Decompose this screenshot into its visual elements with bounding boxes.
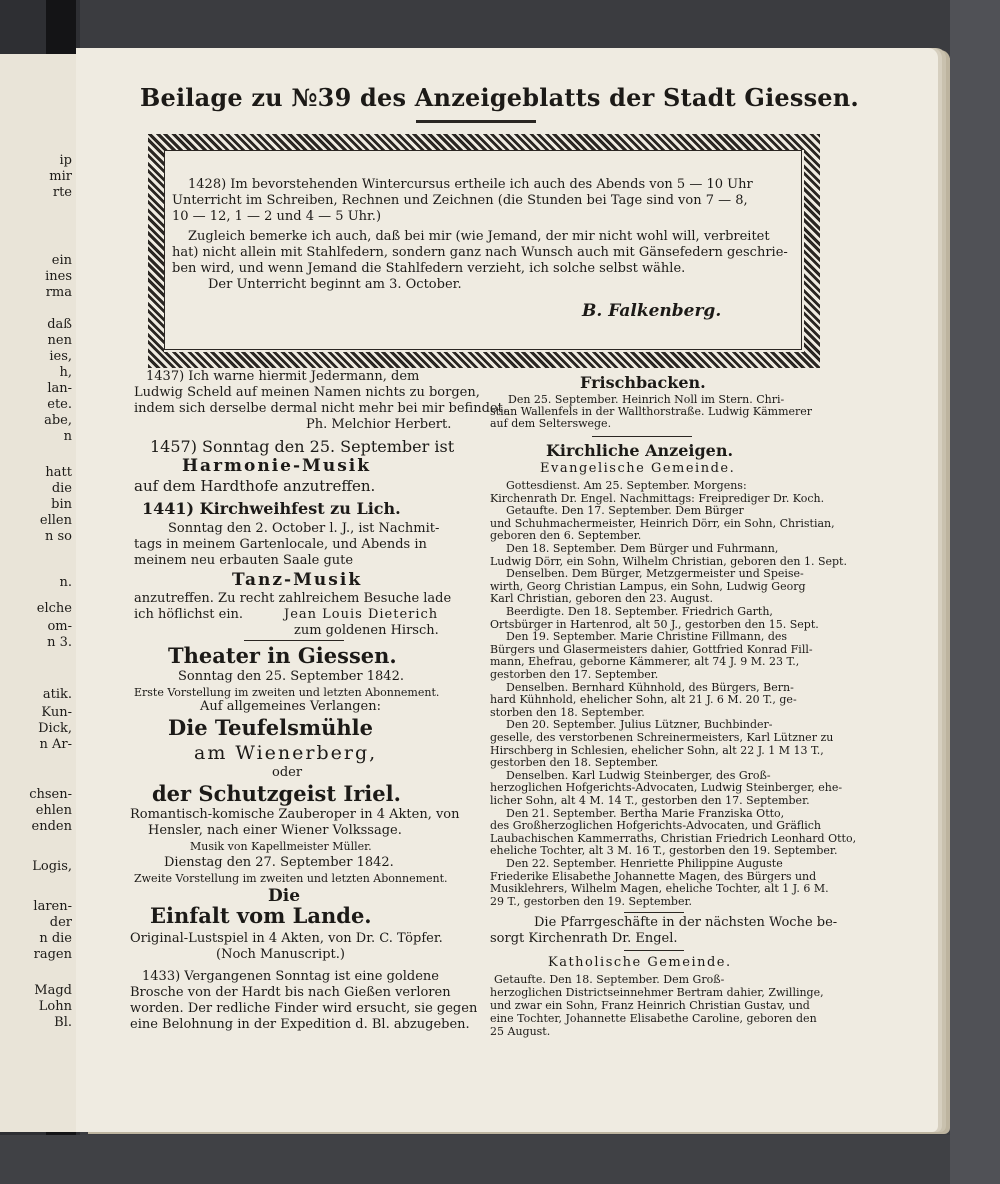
notice-1441-line: meinem neu erbauten Saale gute: [134, 553, 354, 568]
evangelische-gemeinde-line: licher Sohn, alt 4 M. 14 T., gestorben den 17. September.: [490, 794, 810, 807]
notice-1433-line: worden. Der redliche Finder wird ersucht, sie gegen: [130, 1001, 478, 1016]
tanz-musik-heading: Tanz-Musik: [232, 570, 363, 590]
left-page-fragment: n die: [39, 931, 72, 946]
left-page-fragment: om-: [47, 619, 72, 634]
pfarrgeschaefte-line: Die Pfarrgeschäfte in der nächsten Woche be-: [534, 915, 838, 930]
notice-1428-line: Der Unterricht beginnt am 3. October.: [208, 277, 462, 292]
theater-heading: Theater in Giessen.: [168, 643, 397, 668]
notice-1433-line: eine Belohnung in der Expedition d. Bl. abzugeben.: [130, 1017, 470, 1032]
evangelische-gemeinde-line: Denselben. Dem Bürger, Metzgermeister und Speise-: [506, 567, 804, 581]
play-description: Original-Lustspiel in 4 Akten, von Dr. C. Töpfer.: [130, 931, 443, 946]
play-description: Musik von Kapellmeister Müller.: [190, 840, 372, 853]
play-description: (Noch Manuscript.): [216, 947, 345, 962]
left-page-fragment: daß: [47, 317, 72, 332]
play-title-schutzgeist: der Schutzgeist Iriel.: [152, 781, 401, 806]
evangelische-gemeinde-line: Getaufte. Den 17. September. Dem Bürger: [506, 504, 744, 518]
pfarrgeschaefte-line: sorgt Kirchenrath Dr. Engel.: [490, 931, 678, 946]
evangelische-gemeinde-line: storben den 18. September.: [490, 705, 645, 719]
left-page-fragment: n Ar-: [39, 737, 72, 752]
evangelische-gemeinde-line: Karl Christian, geboren den 23. August.: [490, 592, 713, 606]
evangelische-gemeinde-line: Den 22. September. Henriette Philippine Auguste: [506, 857, 783, 870]
theater-info: Erste Vorstellung im zweiten und letzten Abonnement.: [134, 686, 440, 699]
notice-1428-line: ben wird, und wenn Jemand die Stahlfedern verzieht, ich solche selbst wähle.: [172, 261, 686, 276]
left-page-fragment: Logis,: [32, 859, 72, 874]
left-page-fragment: rma: [45, 285, 72, 300]
divider: [624, 950, 684, 951]
left-page-fragment: laren-: [33, 899, 72, 914]
left-page-fragment: abe,: [44, 413, 72, 428]
left-page-fragment: ragen: [33, 947, 72, 962]
notice-1441-line: ich höflichst ein.: [134, 607, 244, 622]
left-page-fragment: ehlen: [35, 803, 72, 818]
notice-1437-line: indem sich derselbe dermal nicht mehr bei mir befindet.: [134, 401, 507, 416]
left-page-fragment: chsen-: [29, 787, 72, 802]
left-page-fragment: rte: [52, 185, 72, 200]
evangelische-gemeinde-line: Friederike Elisabethe Johannette Magen, des Bürgers und: [490, 869, 817, 883]
evangelische-gemeinde-line: Ortsbürger in Hartenrod, alt 50 J., gestorben den 15. Sept.: [490, 617, 819, 631]
evangelische-gemeinde-line: eheliche Tochter, alt 3 M. 16 T., gestorben den 19. September.: [490, 844, 838, 858]
left-page-fragment: ip: [59, 153, 72, 168]
left-page-fragment: Kun-: [41, 705, 72, 720]
evangelische-gemeinde-line: herzoglichen Hofgerichts-Advocaten, Ludwig Steinberger, ehe-: [490, 781, 843, 795]
evangelische-gemeinde-line: Den 19. September. Marie Christine Fillmann, des: [506, 630, 788, 644]
evangelische-gemeinde-line: Gottesdienst. Am 25. September. Morgens:: [506, 479, 747, 492]
background-right: [950, 0, 1000, 1184]
notice-1441-line: Sonntag den 2. October l. J., ist Nachmit-: [168, 521, 440, 536]
frischbacken-line: stian Wallenfels in der Wallthorstraße. Ludwig Kämmerer: [490, 405, 813, 418]
katholische-gemeinde-heading: Katholische Gemeinde.: [548, 955, 732, 970]
katholische-gemeinde-line: herzoglichen Districtseinnehmer Bertram dahier, Zwillinge,: [490, 986, 824, 999]
katholische-gemeinde-line: und zwar ein Sohn, Franz Heinrich Christian Gustav, und: [490, 999, 810, 1012]
notice-1437-signature: Ph. Melchior Herbert.: [306, 417, 452, 432]
left-page-fragment: ies,: [49, 349, 72, 364]
notice-1441-signature: Jean Louis Dieterich: [284, 607, 439, 622]
harmonie-musik-heading: Harmonie-Musik: [182, 456, 372, 476]
notice-1457-line: auf dem Hardthofe anzutreffen.: [134, 477, 376, 495]
notice-1433-line: Brosche von der Hardt bis nach Gießen verloren: [130, 985, 451, 1000]
left-page-fragment: nen: [47, 333, 72, 348]
left-page-fragment: ines: [45, 269, 72, 284]
left-page-fragment: der: [49, 915, 72, 930]
left-page-fragment: elche: [36, 601, 72, 616]
evangelische-gemeinde-line: Den 20. September. Julius Lützner, Buchbinder-: [506, 718, 773, 732]
evangelische-gemeinde-line: Denselben. Karl Ludwig Steinberger, des Groß-: [506, 768, 771, 782]
theater-date: Sonntag den 25. September 1842.: [178, 669, 404, 684]
evangelische-gemeinde-line: Denselben. Bernhard Kühnhold, des Bürgers, Bern-: [506, 680, 794, 694]
title-ornament: [416, 120, 536, 123]
left-page-fragment: hatt: [45, 465, 72, 480]
evangelische-gemeinde-line: Den 21. September. Bertha Marie Franziska Otto,: [506, 806, 785, 820]
theater-date: Dienstag den 27. September 1842.: [164, 855, 394, 870]
left-page-fragment: n 3.: [47, 635, 72, 650]
play-description: Romantisch-komische Zauberoper in 4 Akten, von: [130, 807, 460, 822]
divider: [592, 436, 692, 437]
theater-request: Auf allgemeines Verlangen:: [200, 699, 381, 714]
left-page-fragment: Lohn: [38, 999, 72, 1014]
notice-1457-line: 1457) Sonntag den 25. September ist: [150, 437, 455, 456]
left-page-fragment: h,: [59, 365, 72, 380]
play-description: Hensler, nach einer Wiener Volkssage.: [148, 823, 402, 838]
evangelische-gemeinde-line: geboren den 6. September.: [490, 529, 642, 543]
katholische-gemeinde-line: 25 August.: [490, 1025, 551, 1038]
left-page-fragment: n: [63, 429, 72, 444]
evangelische-gemeinde-line: mann, Ehefrau, geborne Kämmerer, alt 74 J. 9 M. 23 T.,: [490, 655, 800, 669]
evangelische-gemeinde-line: Musiklehrers, Wilhelm Magen, eheliche Tochter, alt 1 J. 6 M.: [490, 882, 829, 896]
evangelische-gemeinde-line: Beerdigte. Den 18. September. Friedrich Garth,: [506, 605, 773, 618]
left-page-fragment: n.: [59, 575, 72, 590]
document-page: [76, 48, 938, 1132]
play-subtitle: am Wienerberg,: [194, 742, 378, 764]
page-title: Beilage zu №39 des Anzeigeblatts der Stadt Giessen.: [140, 83, 859, 112]
notice-1441-line: tags in meinem Gartenlocale, und Abends in: [134, 537, 427, 552]
left-page-fragment: ellen: [39, 513, 72, 528]
katholische-gemeinde-line: Getaufte. Den 18. September. Dem Groß-: [494, 973, 725, 986]
play-title-einfalt: Einfalt vom Lande.: [150, 903, 372, 928]
left-page-fragment: die: [51, 481, 72, 496]
left-page-fragment: Dick,: [38, 721, 72, 736]
evangelische-gemeinde-heading: Evangelische Gemeinde.: [540, 461, 736, 476]
left-page-fragment: mir: [49, 169, 72, 184]
left-page-fragment: n so: [44, 529, 72, 544]
notice-1437-line: 1437) Ich warne hiermit Jedermann, dem: [146, 369, 420, 384]
katholische-gemeinde-line: eine Tochter, Johannette Elisabethe Caroline, geboren den: [490, 1012, 817, 1025]
frischbacken-line: auf dem Selterswege.: [490, 417, 612, 430]
left-page-fragment: atik.: [42, 687, 72, 702]
play-oder: oder: [272, 765, 303, 780]
evangelische-gemeinde-line: gestorben den 18. September.: [490, 756, 659, 770]
notice-1428-line: Unterricht im Schreiben, Rechnen und Zeichnen (die Stunden bei Tage sind von 7 — 8,: [172, 193, 748, 208]
left-page-fragment: ein: [51, 253, 72, 268]
left-page-fragment: lan-: [47, 381, 72, 396]
evangelische-gemeinde-line: Den 18. September. Dem Bürger und Fuhrmann,: [506, 542, 779, 555]
evangelische-gemeinde-line: 29 T., gestorben den 19. September.: [490, 894, 693, 908]
left-page-fragment: ete.: [47, 397, 72, 412]
divider: [624, 912, 684, 913]
left-page-fragment: Bl.: [54, 1015, 72, 1030]
notice-1437-line: Ludwig Scheld auf meinen Namen nichts zu borgen,: [134, 385, 480, 400]
left-page-fragment: Magd: [34, 983, 72, 998]
kirchweihfest-heading: 1441) Kirchweihfest zu Lich.: [142, 499, 401, 518]
notice-1428-line: hat) nicht allein mit Stahlfedern, sondern ganz nach Wunsch auch mit Gänsefedern geschrie-: [172, 245, 788, 260]
background-bottom: [0, 1135, 1000, 1184]
notice-1441-signature-place: zum goldenen Hirsch.: [294, 623, 439, 638]
evangelische-gemeinde-line: Hirschberg in Schlesien, ehelicher Sohn, alt 22 J. 1 M 13 T.,: [490, 743, 824, 757]
evangelische-gemeinde-line: Laubachischen Kammerraths, Christian Friedrich Leonhard Otto,: [490, 831, 857, 845]
evangelische-gemeinde-line: gestorben den 17. September.: [490, 668, 659, 681]
notice-1428-line: 10 — 12, 1 — 2 und 4 — 5 Uhr.): [172, 209, 382, 224]
notice-1441-line: anzutreffen. Zu recht zahlreichem Besuche lade: [134, 591, 452, 606]
evangelische-gemeinde-line: hard Kühnhold, ehelicher Sohn, alt 21 J. 6 M. 20 T., ge-: [490, 693, 797, 707]
notice-1428-line: 1428) Im bevorstehenden Wintercursus ertheile ich auch des Abends von 5 — 10 Uhr: [188, 177, 753, 192]
notice-1428-signature: B. Falkenberg.: [582, 301, 722, 321]
left-page: [0, 54, 77, 1132]
evangelische-gemeinde-line: Bürgers und Glasermeisters dahier, Gottfried Konrad Fill-: [490, 642, 813, 656]
divider: [244, 640, 344, 641]
left-page-fragment: bin: [51, 497, 72, 512]
play-title-teufelsmuehle: Die Teufelsmühle: [168, 715, 373, 740]
theater-info: Zweite Vorstellung im zweiten und letzten Abonnement.: [134, 872, 448, 885]
kirchliche-anzeigen-heading: Kirchliche Anzeigen.: [546, 441, 734, 460]
evangelische-gemeinde-line: geselle, des verstorbenen Schreinermeisters, Karl Lützner zu: [490, 731, 834, 744]
notice-1433-line: 1433) Vergangenen Sonntag ist eine goldene: [142, 969, 439, 984]
frischbacken-line: Den 25. September. Heinrich Noll im Stern. Chri-: [508, 393, 785, 406]
evangelische-gemeinde-line: Kirchenrath Dr. Engel. Nachmittags: Freiprediger Dr. Koch.: [490, 491, 825, 505]
left-page-fragment: enden: [31, 819, 72, 834]
notice-1428-line: Zugleich bemerke ich auch, daß bei mir (wie Jemand, der mir nicht wohl will, verbreitet: [188, 229, 770, 244]
evangelische-gemeinde-line: Ludwig Dörr, ein Sohn, Wilhelm Christian, geboren den 1. Sept.: [490, 554, 847, 568]
evangelische-gemeinde-line: und Schuhmachermeister, Heinrich Dörr, ein Sohn, Christian,: [490, 516, 835, 530]
frischbacken-heading: Frischbacken.: [580, 373, 706, 392]
play-die: Die: [268, 886, 301, 906]
evangelische-gemeinde-line: des Großherzoglichen Hofgerichts-Advocaten, und Gräflich: [490, 819, 821, 833]
evangelische-gemeinde-line: wirth, Georg Christian Lampus, ein Sohn, Ludwig Georg: [490, 579, 806, 593]
